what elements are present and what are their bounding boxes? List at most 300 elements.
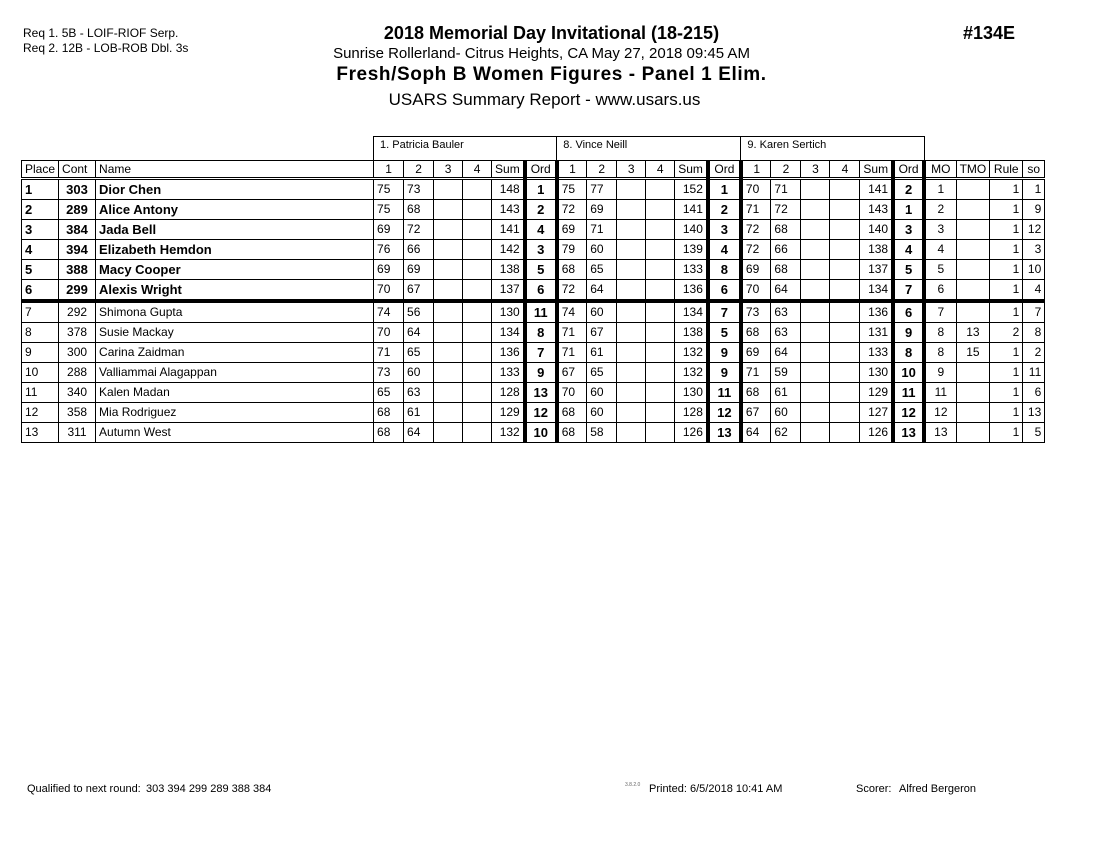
- judge-3-score-2: 63: [771, 323, 801, 343]
- judge-1-score-1: 69: [374, 260, 404, 280]
- judge-3-score-4: [830, 179, 860, 200]
- judge-1-score-1: 69: [374, 220, 404, 240]
- judge-1-score-3: [434, 260, 463, 280]
- cont-cell: 378: [59, 323, 96, 343]
- judge-2-score-4: [646, 301, 675, 323]
- judge-1-score-3: [434, 403, 463, 423]
- so-cell: 9: [1023, 200, 1045, 220]
- judge-2-score-4: [646, 280, 675, 302]
- mo-cell: 1: [924, 179, 956, 200]
- judge-2-score-4: [646, 343, 675, 363]
- col-j1-s3: 3: [434, 161, 463, 179]
- rule-cell: 1: [990, 343, 1023, 363]
- judge-2-sum: 132: [675, 363, 708, 383]
- cont-cell: 388: [59, 260, 96, 280]
- judge-3-ord: 6: [893, 301, 924, 323]
- judge-1-ord: 1: [525, 179, 557, 200]
- tmo-cell: [956, 383, 990, 403]
- so-cell: 5: [1023, 423, 1045, 443]
- judge-1-sum: 130: [492, 301, 525, 323]
- judge-1-score-1: 75: [374, 179, 404, 200]
- table-row: [22, 343, 1045, 363]
- judge-2-score-3: [617, 240, 646, 260]
- col-j1-s4: 4: [463, 161, 492, 179]
- judge-2-score-3: [617, 323, 646, 343]
- judge-2-score-2: 77: [587, 179, 617, 200]
- col-j3-sum: Sum: [860, 161, 893, 179]
- judge-1-score-1: 76: [374, 240, 404, 260]
- col-j2-s4: 4: [646, 161, 675, 179]
- col-j2-s3: 3: [617, 161, 646, 179]
- judge-1-score-1: 65: [374, 383, 404, 403]
- software-version: 3.8.2.0: [625, 782, 641, 788]
- judge-1-sum: 138: [492, 260, 525, 280]
- judge-2-score-3: [617, 423, 646, 443]
- judge-1-ord: 12: [525, 403, 557, 423]
- judge-3-ord: 13: [893, 423, 924, 443]
- judge-1-score-3: [434, 363, 463, 383]
- judge-2-sum: 126: [675, 423, 708, 443]
- col-j1-sum: Sum: [492, 161, 525, 179]
- judge-header-row: [22, 137, 1045, 161]
- judge-2-sum: 136: [675, 280, 708, 302]
- place-cell: 10: [22, 363, 59, 383]
- scorer-label: Scorer:: [856, 783, 892, 795]
- judge-3-score-3: [801, 301, 830, 323]
- judge-2-score-3: [617, 260, 646, 280]
- judge-3-score-4: [830, 383, 860, 403]
- judge-3-score-4: [830, 200, 860, 220]
- table-row: [22, 260, 1045, 280]
- judge-1-ord: 2: [525, 200, 557, 220]
- table-row: [22, 179, 1045, 200]
- col-j1-ord: Ord: [525, 161, 557, 179]
- so-cell: 4: [1023, 280, 1045, 302]
- mo-cell: 13: [924, 423, 956, 443]
- judge-3-ord: 5: [893, 260, 924, 280]
- judge-1-score-4: [463, 179, 492, 200]
- judge-2-score-2: 67: [587, 323, 617, 343]
- cont-cell: 358: [59, 403, 96, 423]
- judge-1-score-2: 67: [404, 280, 434, 302]
- event-number: #134E: [963, 23, 1016, 43]
- judge-2-score-2: 60: [587, 403, 617, 423]
- judge-2-sum: 130: [675, 383, 708, 403]
- judge-2-ord: 5: [708, 323, 741, 343]
- so-cell: 11: [1023, 363, 1045, 383]
- col-j3-s2: 2: [771, 161, 801, 179]
- judge-2-score-1: 68: [557, 403, 587, 423]
- mo-cell: 6: [924, 280, 956, 302]
- judge-2-score-4: [646, 383, 675, 403]
- judge-3-ord: 1: [893, 200, 924, 220]
- place-cell: 11: [22, 383, 59, 403]
- rule-cell: 1: [990, 240, 1023, 260]
- so-cell: 13: [1023, 403, 1045, 423]
- judge-3-score-2: 61: [771, 383, 801, 403]
- judge-3-score-1: 70: [741, 179, 771, 200]
- so-cell: 2: [1023, 343, 1045, 363]
- judge-1-sum: 148: [492, 179, 525, 200]
- table-row: [22, 200, 1045, 220]
- so-cell: 3: [1023, 240, 1045, 260]
- judge-1-sum: 132: [492, 423, 525, 443]
- judge-3-sum: 138: [860, 240, 893, 260]
- judge-3-sum: 136: [860, 301, 893, 323]
- judge-2-score-3: [617, 220, 646, 240]
- judge-2-label: 8. Vince Neill: [557, 137, 741, 161]
- judge-1-score-3: [434, 383, 463, 403]
- judge-3-score-3: [801, 403, 830, 423]
- judge-2-score-2: 60: [587, 383, 617, 403]
- judge-2-score-2: 58: [587, 423, 617, 443]
- judge-2-ord: 7: [708, 301, 741, 323]
- mo-cell: 2: [924, 200, 956, 220]
- mo-cell: 11: [924, 383, 956, 403]
- judge-1-score-2: 65: [404, 343, 434, 363]
- name-cell: Alice Antony: [96, 200, 374, 220]
- cont-cell: 340: [59, 383, 96, 403]
- judge-1-ord: 4: [525, 220, 557, 240]
- tmo-cell: 13: [956, 323, 990, 343]
- judge-3-score-1: 71: [741, 363, 771, 383]
- tmo-cell: [956, 240, 990, 260]
- judge-3-score-1: 69: [741, 343, 771, 363]
- rule-cell: 1: [990, 383, 1023, 403]
- judge-3-score-2: 62: [771, 423, 801, 443]
- table-row: [22, 363, 1045, 383]
- col-j2-ord: Ord: [708, 161, 741, 179]
- judge-3-score-4: [830, 220, 860, 240]
- judge-2-score-1: 72: [557, 280, 587, 302]
- col-j3-s4: 4: [830, 161, 860, 179]
- judge-1-score-2: 69: [404, 260, 434, 280]
- judge-3-ord: 12: [893, 403, 924, 423]
- judge-2-ord: 8: [708, 260, 741, 280]
- judge-1-score-3: [434, 280, 463, 302]
- col-j2-s1: 1: [557, 161, 587, 179]
- judge-2-ord: 3: [708, 220, 741, 240]
- judge-2-score-2: 60: [587, 240, 617, 260]
- judge-1-score-2: 64: [404, 423, 434, 443]
- judge-2-ord: 1: [708, 179, 741, 200]
- col-name: Name: [96, 161, 374, 179]
- so-cell: 8: [1023, 323, 1045, 343]
- judge-1-score-3: [434, 301, 463, 323]
- judge-3-ord: 3: [893, 220, 924, 240]
- judge-3-sum: 127: [860, 403, 893, 423]
- event-name: Fresh/Soph B Women Figures - Panel 1 Elim.: [336, 64, 767, 85]
- judge-3-score-3: [801, 240, 830, 260]
- judge-2-ord: 9: [708, 343, 741, 363]
- judge-3-score-3: [801, 323, 830, 343]
- judge-1-score-4: [463, 323, 492, 343]
- judge-3-score-2: 64: [771, 343, 801, 363]
- cont-cell: 299: [59, 280, 96, 302]
- requirement-1: Req 1. 5B - LOIF-RIOF Serp.: [23, 26, 179, 40]
- requirement-2: Req 2. 12B - LOB-ROB Dbl. 3s: [23, 41, 189, 55]
- results-table: [21, 136, 1045, 443]
- judge-2-score-2: 60: [587, 301, 617, 323]
- judge-3-sum: 143: [860, 200, 893, 220]
- judge-2-score-4: [646, 363, 675, 383]
- place-cell: 8: [22, 323, 59, 343]
- mo-cell: 8: [924, 323, 956, 343]
- judge-3-sum: 131: [860, 323, 893, 343]
- judge-2-sum: 139: [675, 240, 708, 260]
- name-cell: Macy Cooper: [96, 260, 374, 280]
- judge-1-sum: 128: [492, 383, 525, 403]
- judge-1-score-1: 68: [374, 423, 404, 443]
- tmo-cell: [956, 200, 990, 220]
- col-j1-s2: 2: [404, 161, 434, 179]
- judge-1-ord: 10: [525, 423, 557, 443]
- judge-2-score-4: [646, 240, 675, 260]
- judge-1-score-2: 68: [404, 200, 434, 220]
- judge-1-ord: 11: [525, 301, 557, 323]
- cont-cell: 292: [59, 301, 96, 323]
- judge-3-score-4: [830, 301, 860, 323]
- name-cell: Elizabeth Hemdon: [96, 240, 374, 260]
- judge-2-score-3: [617, 179, 646, 200]
- tmo-cell: [956, 301, 990, 323]
- judge-3-score-3: [801, 423, 830, 443]
- judge-1-sum: 142: [492, 240, 525, 260]
- judge-2-sum: 134: [675, 301, 708, 323]
- cont-cell: 384: [59, 220, 96, 240]
- judge-1-sum: 133: [492, 363, 525, 383]
- table-row: [22, 301, 1045, 323]
- location-datetime: Sunrise Rollerland- Citrus Heights, CA May 27, 2018 09:45 AM: [333, 45, 750, 62]
- judge-2-score-2: 65: [587, 260, 617, 280]
- judge-1-sum: 143: [492, 200, 525, 220]
- col-j3-s3: 3: [801, 161, 830, 179]
- judge-2-score-4: [646, 323, 675, 343]
- judge-2-sum: 132: [675, 343, 708, 363]
- judge-2-score-2: 69: [587, 200, 617, 220]
- so-cell: 1: [1023, 179, 1045, 200]
- judge-3-score-3: [801, 260, 830, 280]
- mo-cell: 8: [924, 343, 956, 363]
- column-header-row: [22, 161, 1045, 179]
- place-cell: 12: [22, 403, 59, 423]
- judge-1-score-4: [463, 363, 492, 383]
- judge-2-score-2: 71: [587, 220, 617, 240]
- judge-1-score-4: [463, 240, 492, 260]
- cont-cell: 303: [59, 179, 96, 200]
- place-cell: 3: [22, 220, 59, 240]
- judge-1-score-4: [463, 260, 492, 280]
- judge-1-ord: 8: [525, 323, 557, 343]
- judge-2-score-4: [646, 423, 675, 443]
- judge-3-score-1: 64: [741, 423, 771, 443]
- judge-1-score-4: [463, 301, 492, 323]
- judge-3-score-3: [801, 200, 830, 220]
- col-tmo: TMO: [956, 161, 990, 179]
- event-title: 2018 Memorial Day Invitational (18-215): [383, 23, 720, 43]
- judge-3-score-4: [830, 323, 860, 343]
- rule-cell: 1: [990, 179, 1023, 200]
- col-j1-s1: 1: [374, 161, 404, 179]
- judge-3-label: 9. Karen Sertich: [741, 137, 924, 161]
- judge-1-score-2: 56: [404, 301, 434, 323]
- judge-1-score-4: [463, 220, 492, 240]
- col-j2-sum: Sum: [675, 161, 708, 179]
- cont-cell: 289: [59, 200, 96, 220]
- judge-1-label: 1. Patricia Bauler: [374, 137, 557, 161]
- judge-2-score-1: 75: [557, 179, 587, 200]
- judge-1-score-1: 71: [374, 343, 404, 363]
- judge-3-sum: 130: [860, 363, 893, 383]
- col-rule: Rule: [990, 161, 1023, 179]
- judge-2-sum: 140: [675, 220, 708, 240]
- judge-3-sum: 141: [860, 179, 893, 200]
- judge-3-score-4: [830, 423, 860, 443]
- rule-cell: 1: [990, 280, 1023, 302]
- judge-3-score-1: 72: [741, 240, 771, 260]
- judge-3-score-2: 68: [771, 220, 801, 240]
- judge-3-score-1: 69: [741, 260, 771, 280]
- table-row: [22, 383, 1045, 403]
- judge-3-score-2: 60: [771, 403, 801, 423]
- qualified-label: Qualified to next round:: [27, 783, 141, 795]
- judge-2-score-2: 65: [587, 363, 617, 383]
- judge-2-score-1: 67: [557, 363, 587, 383]
- name-cell: Kalen Madan: [96, 383, 374, 403]
- judge-1-score-2: 60: [404, 363, 434, 383]
- judge-3-score-3: [801, 383, 830, 403]
- place-cell: 9: [22, 343, 59, 363]
- rule-cell: 1: [990, 220, 1023, 240]
- judge-3-ord: 8: [893, 343, 924, 363]
- table-row: [22, 280, 1045, 302]
- judge-2-ord: 4: [708, 240, 741, 260]
- judge-3-score-4: [830, 240, 860, 260]
- judge-3-score-1: 73: [741, 301, 771, 323]
- judge-1-score-3: [434, 179, 463, 200]
- judge-1-score-1: 73: [374, 363, 404, 383]
- judge-2-score-3: [617, 301, 646, 323]
- place-cell: 2: [22, 200, 59, 220]
- name-cell: Jada Bell: [96, 220, 374, 240]
- report-name: USARS Summary Report - www.usars.us: [388, 90, 701, 109]
- place-cell: 1: [22, 179, 59, 200]
- judge-2-score-4: [646, 403, 675, 423]
- judge-3-score-1: 68: [741, 323, 771, 343]
- judge-3-sum: 129: [860, 383, 893, 403]
- mo-cell: 12: [924, 403, 956, 423]
- tmo-cell: [956, 260, 990, 280]
- cont-cell: 288: [59, 363, 96, 383]
- judge-2-sum: 128: [675, 403, 708, 423]
- judge-1-score-1: 75: [374, 200, 404, 220]
- judge-2-ord: 11: [708, 383, 741, 403]
- tmo-cell: [956, 179, 990, 200]
- judge-3-ord: 9: [893, 323, 924, 343]
- cont-cell: 300: [59, 343, 96, 363]
- rule-cell: 1: [990, 200, 1023, 220]
- judge-2-score-4: [646, 179, 675, 200]
- cont-cell: 394: [59, 240, 96, 260]
- judge-2-score-1: 71: [557, 323, 587, 343]
- judge-1-ord: 7: [525, 343, 557, 363]
- rule-cell: 1: [990, 403, 1023, 423]
- judge-1-score-2: 73: [404, 179, 434, 200]
- judge-2-score-4: [646, 200, 675, 220]
- tmo-cell: [956, 363, 990, 383]
- col-j3-s1: 1: [741, 161, 771, 179]
- judge-1-ord: 6: [525, 280, 557, 302]
- judge-2-score-1: 69: [557, 220, 587, 240]
- judge-2-sum: 138: [675, 323, 708, 343]
- printed-label: Printed:: [649, 783, 687, 795]
- judge-1-ord: 13: [525, 383, 557, 403]
- table-row: [22, 323, 1045, 343]
- place-cell: 13: [22, 423, 59, 443]
- name-cell: Carina Zaidman: [96, 343, 374, 363]
- rule-cell: 1: [990, 423, 1023, 443]
- judge-3-ord: 10: [893, 363, 924, 383]
- judge-3-score-4: [830, 260, 860, 280]
- judge-2-score-3: [617, 280, 646, 302]
- judge-2-score-1: 72: [557, 200, 587, 220]
- name-cell: Dior Chen: [96, 179, 374, 200]
- judge-3-score-1: 71: [741, 200, 771, 220]
- col-mo: MO: [924, 161, 956, 179]
- judge-3-score-3: [801, 280, 830, 302]
- judge-1-score-2: 61: [404, 403, 434, 423]
- cont-cell: 311: [59, 423, 96, 443]
- printed-value: 6/5/2018 10:41 AM: [690, 783, 783, 795]
- judge-1-score-3: [434, 220, 463, 240]
- judge-3-score-1: 67: [741, 403, 771, 423]
- judge-3-score-1: 72: [741, 220, 771, 240]
- col-cont: Cont: [59, 161, 96, 179]
- judge-3-score-2: 63: [771, 301, 801, 323]
- tmo-cell: 15: [956, 343, 990, 363]
- judge-2-sum: 133: [675, 260, 708, 280]
- judge-3-sum: 137: [860, 260, 893, 280]
- judge-2-score-3: [617, 343, 646, 363]
- judge-2-score-1: 74: [557, 301, 587, 323]
- tmo-cell: [956, 220, 990, 240]
- judge-1-sum: 129: [492, 403, 525, 423]
- judge-3-sum: 140: [860, 220, 893, 240]
- judge-3-score-4: [830, 343, 860, 363]
- judge-1-score-1: 68: [374, 403, 404, 423]
- rule-cell: 1: [990, 363, 1023, 383]
- table-row: [22, 403, 1045, 423]
- rule-cell: 1: [990, 301, 1023, 323]
- judge-1-sum: 141: [492, 220, 525, 240]
- judge-3-score-3: [801, 220, 830, 240]
- judge-3-score-4: [830, 280, 860, 302]
- judge-1-score-1: 74: [374, 301, 404, 323]
- judge-1-ord: 5: [525, 260, 557, 280]
- judge-3-score-1: 70: [741, 280, 771, 302]
- judge-3-score-2: 59: [771, 363, 801, 383]
- judge-2-score-1: 79: [557, 240, 587, 260]
- judge-1-score-1: 70: [374, 280, 404, 302]
- judge-1-score-2: 63: [404, 383, 434, 403]
- judge-2-ord: 9: [708, 363, 741, 383]
- judge-2-score-1: 71: [557, 343, 587, 363]
- judge-3-score-2: 66: [771, 240, 801, 260]
- judge-1-score-4: [463, 343, 492, 363]
- place-cell: 5: [22, 260, 59, 280]
- rule-cell: 2: [990, 323, 1023, 343]
- judge-2-score-2: 64: [587, 280, 617, 302]
